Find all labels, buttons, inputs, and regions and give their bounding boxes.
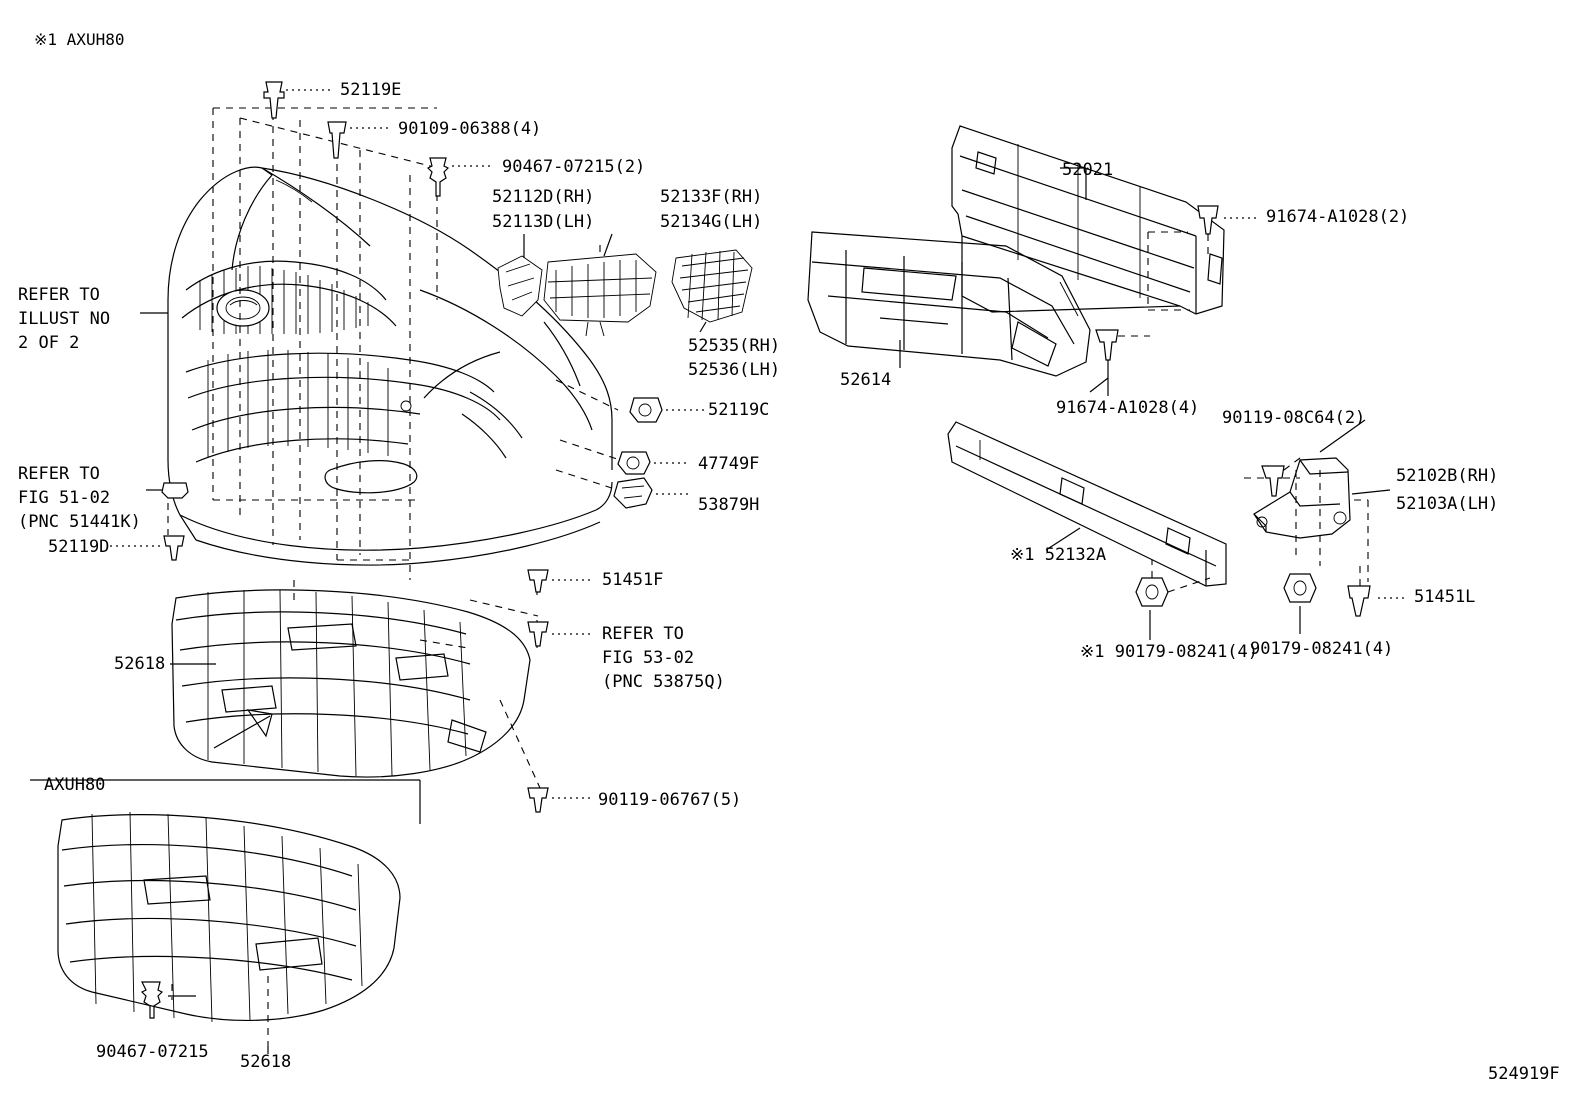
bolt-91674-a1028-4-art: [1096, 330, 1150, 396]
callout-52132a: ※1 52132A: [1010, 545, 1107, 565]
clip-53879h-art: [614, 478, 652, 508]
fasteners-left: [142, 82, 548, 1018]
reinforcement-52021-art: [952, 126, 1224, 314]
callout-52134g: 52134G(LH): [660, 212, 763, 232]
callout-90119-08C64: 90119-08C64(2): [1222, 408, 1366, 428]
callout-53879h: 53879H: [698, 495, 760, 515]
retainer-52133f-art: [544, 254, 656, 336]
callout-90119-06767: 90119-06767(5): [598, 790, 742, 810]
bracket-52102b-art: [1244, 458, 1368, 582]
refer-fig51-line2: FIG 51-02: [18, 488, 111, 508]
axuh80-inset-art: [30, 780, 420, 1046]
callout-90179-08241-b: 90179-08241(4): [1250, 639, 1394, 659]
callout-90467-07215-2: 90467-07215(2): [502, 157, 646, 177]
refer-fig53-line2: FIG 53-02: [602, 648, 695, 668]
refer-fig53-line3: (PNC 53875Q): [602, 672, 725, 692]
refer-illust-line2: ILLUST NO: [18, 309, 111, 329]
callout-91674-a1028-4: 91674-A1028(4): [1056, 398, 1200, 418]
subsection-label-axuh80: AXUH80: [44, 775, 106, 795]
callout-91674-a1028-2: 91674-A1028(2): [1266, 207, 1410, 227]
absorber-52614-art: [808, 232, 1090, 376]
callout-90467-07215: 90467-07215: [96, 1042, 209, 1062]
retainer-52112d-art: [498, 256, 542, 316]
callout-52133f: 52133F(RH): [660, 187, 763, 207]
callout-90179-08241-a: ※1 90179-08241(4): [1080, 642, 1259, 662]
grommet-52119c-art: [630, 398, 662, 422]
under-cover-52618-art: [172, 580, 540, 788]
callout-52614: 52614: [840, 370, 892, 390]
clip-47749f-art: [618, 452, 650, 474]
refer-fig53-line1: REFER TO: [602, 624, 684, 644]
refer-fig51-line1: REFER TO: [18, 464, 100, 484]
bolt-91674-a1028-2-art: [1198, 206, 1218, 258]
callout-52112d: 52112D(RH): [492, 187, 595, 207]
bumper-dashed-guides: [168, 100, 626, 648]
callout-52618-bottom: 52618: [240, 1052, 292, 1072]
callout-52021: 52021: [1062, 160, 1114, 180]
callout-52103a: 52103A(LH): [1396, 494, 1499, 514]
figure-id: 524919F: [1488, 1064, 1560, 1084]
callout-52535: 52535(RH): [688, 336, 781, 356]
callout-47749f: 47749F: [698, 454, 760, 474]
refer-fig51-line3: (PNC 51441K): [18, 512, 141, 532]
refer-illust-line3: 2 OF 2: [18, 333, 80, 353]
callout-52119c: 52119C: [708, 400, 770, 420]
note-top: ※1 AXUH80: [34, 30, 125, 49]
callout-51451l: 51451L: [1414, 587, 1476, 607]
callout-90109-06388: 90109-06388(4): [398, 119, 542, 139]
callout-52102b: 52102B(RH): [1396, 466, 1499, 486]
callout-52113d: 52113D(LH): [492, 212, 595, 232]
callout-52618-top: 52618: [114, 654, 166, 674]
leader-lines: [110, 90, 1406, 1054]
mesh-52535-art: [672, 250, 752, 322]
fasteners-right: [1136, 458, 1370, 616]
callout-52119e: 52119E: [340, 80, 402, 100]
callout-52536: 52536(LH): [688, 360, 781, 380]
refer-illust-line1: REFER TO: [18, 285, 100, 305]
callout-52119d: 52119D: [48, 537, 110, 557]
callout-51451f: 51451F: [602, 570, 664, 590]
